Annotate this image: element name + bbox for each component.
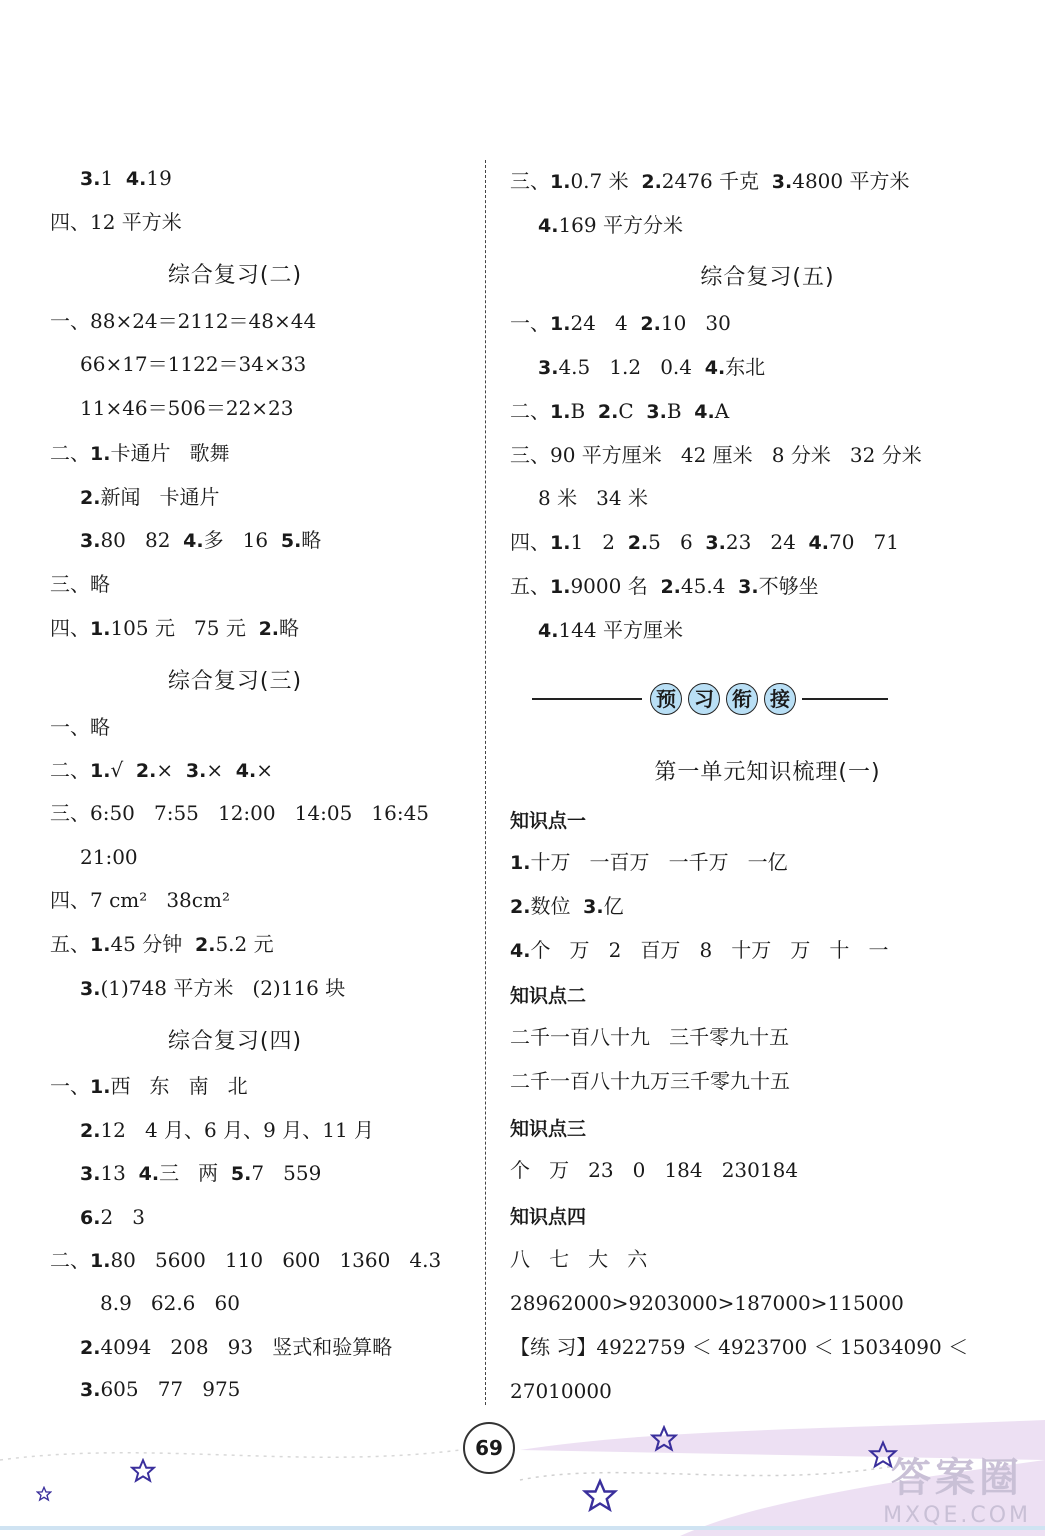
banner-char-3: 衔 xyxy=(726,683,758,715)
answer-line xyxy=(510,1157,798,1183)
item-number: 1. xyxy=(550,576,571,598)
answer-text: 二千一百八十九 三千零九十五 xyxy=(510,1025,790,1049)
answer-line xyxy=(50,1073,248,1100)
answer-text: 略 xyxy=(279,616,300,640)
item-number: 4. xyxy=(808,532,829,554)
answer-text: 24 4 xyxy=(570,311,641,335)
answer-line xyxy=(510,1024,789,1050)
answer-text: 十万 一百万 一千万 一亿 xyxy=(530,850,788,874)
knowledge-point-label: 知识点四 xyxy=(510,1206,587,1228)
star-icon xyxy=(130,1458,156,1484)
item-number: 4. xyxy=(510,940,531,962)
answer-line xyxy=(510,1334,968,1360)
answer-line xyxy=(510,573,819,600)
answer-text: 一、 xyxy=(50,1074,90,1098)
item-number: 2. xyxy=(641,171,662,193)
answer-text: 11×46＝506＝22×23 xyxy=(80,396,294,420)
answer-text: 新闻 卡通片 xyxy=(100,485,220,509)
answer-line xyxy=(510,849,788,876)
item-number: 1. xyxy=(550,313,571,335)
star-icon xyxy=(582,1478,618,1514)
item-number: 2. xyxy=(510,896,531,918)
answer-line xyxy=(50,571,110,597)
answer-line xyxy=(80,165,172,192)
answer-text: 8 米 34 米 xyxy=(538,486,648,510)
answer-text: 5 6 xyxy=(648,530,706,554)
answer-text: 亿 xyxy=(603,894,624,918)
answer-text: × xyxy=(156,758,186,782)
item-number: 1. xyxy=(90,1250,111,1272)
answer-text: 二、 xyxy=(50,1248,90,1272)
item-number: 2. xyxy=(194,934,216,956)
item-number: 4. xyxy=(538,620,559,642)
item-number: 3. xyxy=(583,896,604,918)
answer-text: 21:00 xyxy=(80,845,138,869)
answer-text: 8.9 62.6 60 xyxy=(100,1291,240,1315)
answer-text: 4.5 1.2 0.4 xyxy=(558,355,705,379)
answer-line xyxy=(510,310,731,337)
answer-text: 7 559 xyxy=(251,1161,322,1185)
answer-line xyxy=(80,1376,240,1403)
answer-text: 个 万 2 百万 8 十万 万 十 一 xyxy=(530,938,889,962)
answer-text: 二千一百八十九万三千零九十五 xyxy=(510,1069,790,1093)
item-number: 4. xyxy=(694,401,715,423)
answer-text: (1)748 平方米 (2)116 块 xyxy=(100,976,346,1000)
answer-line xyxy=(538,354,765,381)
answer-text: 4094 208 93 竖式和验算略 xyxy=(100,1335,393,1359)
answer-text: 三、略 xyxy=(50,572,110,596)
answer-text: 略 xyxy=(301,528,322,552)
item-number: 4. xyxy=(704,357,726,379)
answer-text: 10 30 xyxy=(660,311,731,335)
watermark-logo xyxy=(883,1446,1031,1528)
section-heading: 第一单元知识梳理(一) xyxy=(654,760,881,785)
item-number: 3. xyxy=(185,760,207,782)
item-number: 2. xyxy=(258,618,280,640)
item-number: 4. xyxy=(125,168,147,190)
answer-text: B xyxy=(570,399,598,423)
banner-line-right xyxy=(802,698,888,700)
section-heading: 综合复习(三) xyxy=(167,669,303,694)
section-heading: 综合复习(五) xyxy=(700,265,835,290)
item-number: 3. xyxy=(771,171,793,193)
answer-line xyxy=(80,527,321,554)
item-number: 2. xyxy=(640,313,661,335)
watermark-title: 答案圈 xyxy=(891,1455,1024,1501)
item-number: 3. xyxy=(738,576,759,598)
answer-line xyxy=(80,844,138,870)
item-number: 3. xyxy=(705,532,726,554)
answer-text: 0.7 米 xyxy=(570,169,642,193)
column-divider xyxy=(485,160,486,1405)
item-number: 1. xyxy=(90,934,111,956)
item-number: 3. xyxy=(646,401,667,423)
star-icon xyxy=(650,1425,678,1453)
answer-line xyxy=(80,1160,321,1187)
answer-text: 不够坐 xyxy=(758,574,819,598)
item-number: 1. xyxy=(550,532,571,554)
answer-text: 八 七 大 六 xyxy=(510,1247,648,1271)
item-number: 6. xyxy=(80,1207,101,1229)
item-number: 3. xyxy=(80,168,101,190)
answer-line xyxy=(100,1290,240,1316)
answer-text: 45.4 xyxy=(680,574,739,598)
answer-text: √ xyxy=(110,758,136,782)
answer-text: 2476 千克 xyxy=(661,169,772,193)
answer-line xyxy=(50,615,299,642)
answer-line xyxy=(50,1247,441,1274)
item-number: 2. xyxy=(80,487,101,509)
answer-text: 66×17＝1122＝34×33 xyxy=(80,352,307,376)
item-number: 1. xyxy=(90,443,111,465)
answer-text: 四、12 平方米 xyxy=(50,210,182,234)
answer-text: 多 16 xyxy=(203,528,281,552)
answer-line xyxy=(80,1334,392,1361)
answer-text: 一、88×24＝2112＝48×44 xyxy=(50,309,317,333)
answer-line xyxy=(50,714,110,740)
item-number: 3. xyxy=(80,978,101,1000)
page-number: 69 xyxy=(463,1422,515,1474)
item-number: 4. xyxy=(138,1163,160,1185)
item-number: 2. xyxy=(660,576,681,598)
watermark-url: MXQE.COM xyxy=(883,1503,1031,1528)
answer-text: 45 分钟 xyxy=(110,932,195,956)
item-number: 2. xyxy=(80,1337,101,1359)
answer-line xyxy=(510,893,624,920)
answer-text: 1 2 xyxy=(570,530,628,554)
item-number: 4. xyxy=(183,530,204,552)
answer-line xyxy=(80,395,294,421)
item-number: 1. xyxy=(90,1076,111,1098)
answer-line xyxy=(510,1378,612,1404)
answer-line xyxy=(50,209,182,235)
knowledge-point-label: 知识点二 xyxy=(510,985,587,1007)
answer-text: 80 82 xyxy=(100,528,184,552)
answer-text: 28962000>9203000>187000>115000 xyxy=(510,1291,904,1315)
answer-text: 5.2 元 xyxy=(215,932,274,956)
item-number: 3. xyxy=(80,1163,101,1185)
answer-text: 105 元 75 元 xyxy=(110,616,259,640)
answer-text: 三 两 xyxy=(159,1161,231,1185)
answer-line xyxy=(510,442,922,468)
answer-line xyxy=(510,937,888,964)
answer-line xyxy=(80,484,220,511)
item-number: 2. xyxy=(627,532,649,554)
answer-text: 四、 xyxy=(50,616,90,640)
answer-text: 169 平方分米 xyxy=(558,213,683,237)
item-number: 1. xyxy=(90,760,111,782)
answer-text: 19 xyxy=(146,166,172,190)
answer-text: 卡通片 歌舞 xyxy=(110,441,230,465)
banner-char-4: 接 xyxy=(764,683,796,715)
item-number: 2. xyxy=(135,760,157,782)
item-number: 2. xyxy=(80,1120,101,1142)
answer-text: 三、6:50 7:55 12:00 14:05 16:45 xyxy=(50,801,430,825)
item-number: 2. xyxy=(597,401,619,423)
answer-line xyxy=(50,308,316,334)
answer-text: 一、略 xyxy=(50,715,110,739)
answer-text: 80 5600 110 600 1360 4.3 xyxy=(110,1248,442,1272)
preview-banner xyxy=(532,680,888,718)
answer-text: 二、 xyxy=(510,399,550,423)
answer-text: 数位 xyxy=(530,894,584,918)
answer-text: A xyxy=(714,399,730,423)
banner-char-2: 习 xyxy=(688,683,720,715)
answer-text: 东北 xyxy=(725,355,766,379)
answer-text: 个 万 23 0 184 230184 xyxy=(510,1158,799,1182)
answer-text: 【练 习】4922759 ＜ 4923700 ＜ 15034090 ＜ xyxy=(510,1335,969,1359)
banner-line-left xyxy=(532,698,642,700)
answer-text: 13 xyxy=(100,1161,139,1185)
item-number: 4. xyxy=(235,760,257,782)
answer-text: × xyxy=(206,758,236,782)
answer-line xyxy=(538,485,648,511)
answer-text: C xyxy=(618,399,647,423)
answer-line xyxy=(80,1204,145,1231)
answer-line xyxy=(510,168,910,195)
answer-line xyxy=(50,440,230,467)
answer-text: × xyxy=(256,758,274,782)
small-star-icon xyxy=(36,1486,52,1502)
answer-text: 23 24 xyxy=(725,530,809,554)
answer-line xyxy=(510,1068,790,1094)
answer-text: 四、7 cm² 38cm² xyxy=(50,888,230,912)
answer-text: 1 xyxy=(100,166,126,190)
answer-text: 一、 xyxy=(510,311,550,335)
knowledge-point-label: 知识点三 xyxy=(510,1118,587,1140)
answer-text: 144 平方厘米 xyxy=(558,618,683,642)
answer-text: 70 71 xyxy=(829,530,899,554)
answer-text: 五、 xyxy=(510,574,550,598)
answer-line xyxy=(50,887,230,913)
answer-text: B xyxy=(666,399,695,423)
item-number: 1. xyxy=(550,401,571,423)
answer-line xyxy=(50,757,273,784)
section-heading: 综合复习(二) xyxy=(167,263,303,288)
answer-text: 二、 xyxy=(50,758,90,782)
answer-line xyxy=(50,800,429,826)
answer-text: 4800 平方米 xyxy=(792,169,910,193)
answer-line xyxy=(50,931,274,958)
item-number: 1. xyxy=(550,171,571,193)
answer-text: 12 4 月、6 月、9 月、11 月 xyxy=(100,1118,375,1142)
answer-text: 西 东 南 北 xyxy=(110,1074,248,1098)
knowledge-point-label: 知识点一 xyxy=(510,810,587,832)
section-heading: 综合复习(四) xyxy=(167,1029,303,1054)
item-number: 1. xyxy=(510,852,531,874)
item-number: 5. xyxy=(280,530,302,552)
answer-line xyxy=(510,1290,904,1316)
answer-text: 9000 名 xyxy=(570,574,661,598)
answer-text: 605 77 975 xyxy=(100,1377,241,1401)
answer-line xyxy=(538,617,683,644)
answer-text: 2 3 xyxy=(100,1205,145,1229)
answer-text: 四、 xyxy=(510,530,550,554)
item-number: 3. xyxy=(80,1379,101,1401)
answer-text: 27010000 xyxy=(510,1379,612,1403)
answer-line xyxy=(510,1246,647,1272)
item-number: 5. xyxy=(230,1163,252,1185)
answer-text: 二、 xyxy=(50,441,90,465)
answer-line xyxy=(538,212,683,239)
item-number: 3. xyxy=(80,530,101,552)
banner-char-1: 预 xyxy=(650,683,682,715)
item-number: 1. xyxy=(90,618,111,640)
answer-line xyxy=(80,1117,374,1144)
answer-line xyxy=(80,975,345,1002)
item-number: 3. xyxy=(538,357,559,379)
answer-text: 五、 xyxy=(50,932,90,956)
answer-line xyxy=(510,398,729,425)
answer-line xyxy=(80,351,306,377)
answer-text: 三、 xyxy=(510,169,550,193)
answer-line xyxy=(510,529,899,556)
answer-text: 三、90 平方厘米 42 厘米 8 分米 32 分米 xyxy=(510,443,922,467)
item-number: 4. xyxy=(538,215,559,237)
